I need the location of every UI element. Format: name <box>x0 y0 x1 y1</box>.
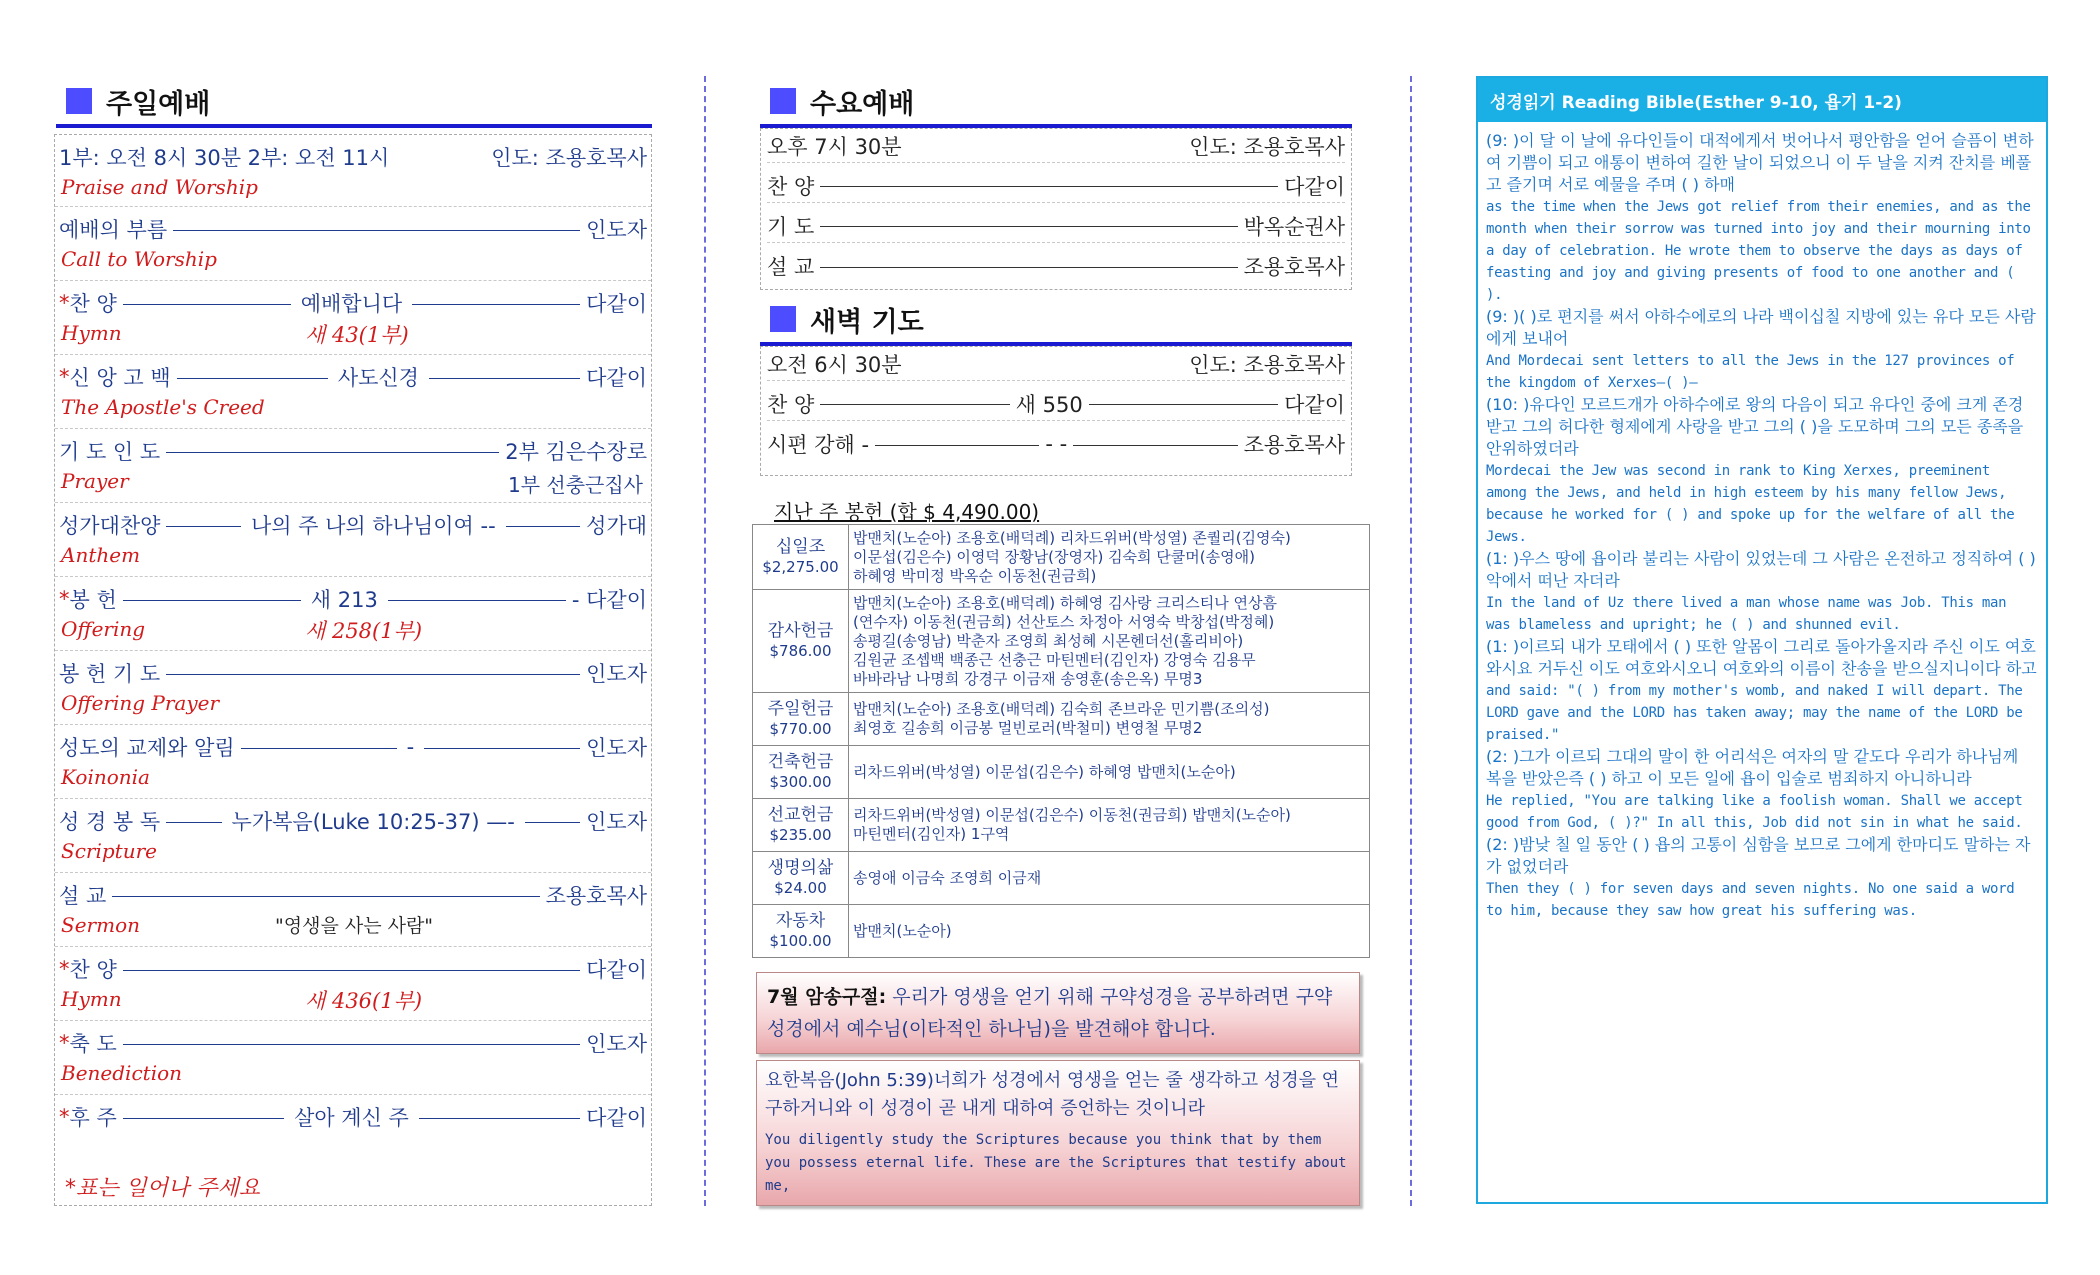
leader-line <box>820 267 1237 268</box>
program-label: 축 도 <box>69 1032 117 1056</box>
leader-line <box>166 674 580 675</box>
program-right: 다같이 <box>586 366 647 390</box>
offering-amount: $786.00 <box>769 642 832 660</box>
program-right: 성가대 <box>586 514 648 538</box>
program-english: Hymn <box>61 321 122 345</box>
leader-line <box>241 748 397 749</box>
program-right: - 다같이 <box>571 588 648 612</box>
section-square-icon <box>770 88 796 114</box>
program-label: 설 교 <box>59 884 107 908</box>
leader-line <box>424 748 580 749</box>
donor-line: 김원균 조셉백 백종근 선충근 마틴멘터(김인자) 강영숙 김용무 <box>853 650 1256 669</box>
wednesday-time-row <box>767 129 1345 163</box>
memory-text: 우리가 영생을 얻기 위해 구약성경을 공부하려면 구약성경에서 예수님(이타적인 하나님)을 발견해야 합니다. <box>767 986 1333 1040</box>
offering-names <box>849 852 1370 905</box>
offering-names <box>849 693 1370 746</box>
sunday-time: 1부: 오전 8시 30분 2부: 오전 11시 <box>59 146 390 170</box>
program-label: 성 경 봉 독 <box>59 810 161 834</box>
program-label: 봉 헌 <box>69 588 117 612</box>
program-english: Koinonia <box>61 765 150 789</box>
leader-line <box>123 1118 284 1119</box>
program-label: 찬 양 <box>69 958 117 982</box>
donor-line: 이문섭(김은수) 이영덕 장황남(장영자) 김숙희 단쿨머(송영애) <box>853 547 1255 566</box>
leader-line <box>123 970 580 971</box>
stand-star: * <box>59 291 70 315</box>
offering-category-name: 선교헌금 <box>767 805 834 825</box>
verse-english: He replied, "You are talking like a foolish woman. Shall we accept good from God, ( )?" In all this, Job did not sin in what he said. <box>1486 793 2023 831</box>
program-line <box>59 361 647 393</box>
program-right: 조용호목사 <box>1243 255 1345 279</box>
dawn-time-row <box>767 347 1345 381</box>
wednesday-program <box>760 128 1352 290</box>
hymn-number: 새 258(1부) <box>305 619 423 643</box>
offering-row <box>753 852 1370 905</box>
program-right: 인도자 <box>586 810 647 834</box>
offering-amount: $100.00 <box>769 932 832 950</box>
offering-category <box>753 693 849 746</box>
leader-line <box>166 526 241 527</box>
program-line <box>59 879 647 911</box>
program-row <box>767 427 1345 461</box>
program-label: 설 교 <box>767 255 815 279</box>
program-line <box>59 287 647 319</box>
stand-note: *표는 일어나 주세요 <box>65 1176 261 1201</box>
donor-line: 리차드위버(박성열) 이문섭(김은수) 하혜영 밥맨치(노순아) <box>853 762 1236 781</box>
program-label: 예배의 부름 <box>59 218 168 242</box>
hymn-number: "영생을 사는 사람" <box>275 915 434 937</box>
program-line <box>59 805 647 837</box>
offering-category <box>753 852 849 905</box>
leader-line <box>177 378 328 379</box>
memory-verse-box <box>756 972 1360 1054</box>
program-english: Hymn <box>61 987 122 1011</box>
leader-line <box>419 1118 580 1119</box>
offering-category <box>753 746 849 799</box>
offering-names <box>849 525 1370 590</box>
bible-reading-body <box>1478 122 2046 922</box>
offering-category <box>753 905 849 958</box>
program-label: 신 앙 고 백 <box>69 366 171 390</box>
program-row <box>55 873 651 947</box>
leader-line <box>388 600 566 601</box>
offering-row <box>753 590 1370 693</box>
offering-category-name: 감사헌금 <box>767 621 834 641</box>
offering-names <box>849 905 1370 958</box>
program-middle: 살아 계신 주 <box>294 1106 409 1130</box>
wednesday-leader: 인도: 조용호목사 <box>1189 134 1345 159</box>
program-label: 찬 양 <box>767 392 815 417</box>
leader-line <box>166 822 221 823</box>
leader-line <box>875 445 1039 446</box>
program-row <box>767 209 1345 243</box>
program-row <box>55 355 651 429</box>
verse-korean: (1: )우스 땅에 욥이라 불리는 사람이 있었는데 그 사람은 온전하고 정직하여 ( ) 악에서 떠난 자더라 <box>1486 549 2036 590</box>
program-right: 조용호목사 <box>545 884 647 908</box>
program-middle: 새 550 <box>1015 392 1083 417</box>
donor-line: 밥맨치(노순아) 조용호(배덕례) 김숙희 존브라운 민기쁨(조의성) <box>853 700 1270 718</box>
program-english: Anthem <box>61 543 141 567</box>
program-row <box>767 169 1345 203</box>
offering-category <box>753 590 849 693</box>
program-row <box>55 429 651 503</box>
donor-line: 리차드위버(박성열) 이문섭(김은수) 이동천(권금희) 밥맨치(노순아) <box>853 806 1291 824</box>
leader-line <box>166 452 499 453</box>
dawn-time: 오전 6시 30분 <box>767 352 902 377</box>
leader-line <box>820 186 1278 187</box>
program-line <box>59 509 647 541</box>
offering-names <box>849 799 1370 852</box>
prayer-part1: 1부 선충근집사 <box>507 473 643 497</box>
verse-korean: (2: )그가 이르되 그대의 말이 한 어리석은 여자의 말 같도다 우리가 하나님께 복을 받았은즉 ( ) 하고 이 모든 일에 욥이 입술로 범죄하지 아니하니라 <box>1486 747 2019 788</box>
program-english: Sermon <box>61 913 140 937</box>
donor-line: 바바라남 나명희 강경구 이금재 송영훈(송은옥) 무명3 <box>853 669 1203 688</box>
program-middle: - <box>406 735 415 759</box>
offering-row <box>753 905 1370 958</box>
program-english: Offering Prayer <box>61 691 220 715</box>
program-english: Prayer <box>61 469 129 493</box>
verse-english: and said: "( ) from my mother's womb, and naked I will depart. The LORD gave and the LORD has taken away; may the name of the LORD be praised." <box>1486 683 2023 743</box>
program-right: 다같이 <box>586 292 648 316</box>
offering-row <box>753 746 1370 799</box>
sunday-title: 주일예배 <box>106 88 211 120</box>
sunday-program <box>54 134 652 1206</box>
program-row <box>55 1095 651 1169</box>
wednesday-section-title <box>760 78 1352 128</box>
hymn-number: 새 436(1부) <box>305 989 423 1013</box>
program-right: 박옥순권사 <box>1243 214 1345 239</box>
program-row <box>55 503 651 577</box>
program-label: 기 도 인 도 <box>59 440 161 464</box>
dawn-title: 새벽 기도 <box>810 306 924 338</box>
leader-line <box>429 378 580 379</box>
program-row <box>55 577 651 651</box>
program-middle: 새 213 <box>310 588 378 612</box>
leader-line <box>123 600 301 601</box>
program-right: 인도자 <box>586 736 648 760</box>
offering-category <box>753 799 849 852</box>
program-middle: 나의 주 나의 하나님이여 -- <box>250 514 496 538</box>
hymn-number: 새 43(1부) <box>305 323 409 347</box>
sunday-section-title <box>56 78 652 128</box>
wednesday-time: 오후 7시 30분 <box>767 134 902 159</box>
column-divider <box>1410 76 1412 1206</box>
memory-label: 7월 암송구절: <box>767 986 887 1008</box>
wednesday-title: 수요예배 <box>810 88 915 120</box>
program-label: 후 주 <box>69 1106 117 1130</box>
program-row <box>55 1021 651 1095</box>
stand-star: * <box>59 365 70 389</box>
donor-line: 마틴멘터(김인자) 1구역 <box>853 825 1010 843</box>
program-english: Offering <box>61 617 146 641</box>
program-right: 인도자 <box>586 1032 647 1056</box>
program-right: 다같이 <box>586 1106 648 1130</box>
verse-english: In the land of Uz there lived a man whose name was Job. This man was blameless and upright; he ( ) and shunned evil. <box>1486 595 2007 633</box>
verse-korean: 요한복음(John 5:39)너희가 성경에서 영생을 얻는 줄 생각하고 성경을 연구하거니와 이 성경이 곧 내게 대하여 증언하는 것이니라 <box>765 1070 1340 1119</box>
program-line <box>59 1027 647 1059</box>
leader-line <box>412 304 580 305</box>
bible-reading-panel <box>1476 76 2048 1204</box>
verse-english: And Mordecai sent letters to all the Jews in the 127 provinces of the kingdom of Xerxes—( )— <box>1486 353 2015 391</box>
column-divider <box>704 76 706 1206</box>
verse-english: Then they ( ) for seven days and seven nights. No one said a word to him, because they saw how great his suffering was. <box>1486 881 2015 919</box>
leader-line <box>1089 404 1278 405</box>
leader-line <box>123 1044 580 1045</box>
sunday-time-row <box>55 135 651 207</box>
section-square-icon <box>770 306 796 332</box>
program-label: 성가대찬양 <box>59 514 161 538</box>
leader-line <box>820 226 1237 227</box>
program-label: 찬 양 <box>69 292 117 316</box>
program-row <box>767 249 1345 283</box>
program-right: 인도자 <box>586 662 647 686</box>
program-label: 성도의 교제와 알림 <box>59 736 235 760</box>
program-row <box>55 651 651 725</box>
offering-title: 지난 주 봉헌 (합 $ 4,490.00) <box>774 500 1040 524</box>
sunday-leader: 인도: 조용호목사 <box>491 146 647 170</box>
leader-line <box>1073 445 1237 446</box>
program-line <box>59 213 647 245</box>
verse-korean: (9: )( )로 편지를 써서 아하수에로의 나라 백이십칠 지방에 있는 유다 모든 사람에게 보내어 <box>1486 307 2036 348</box>
offering-names <box>849 590 1370 693</box>
verse-korean: (10: )유다인 모르드개가 아하수에로 왕의 다음이 되고 유다인 중에 크게 존경받고 그의 허다한 형제에게 사랑을 받고 그의 ( )을 도모하며 그의 모든 종족을 안위하였더라 <box>1486 395 2024 458</box>
scripture-verse-box <box>756 1060 1360 1206</box>
donor-line: 밥맨치(노순아) 조용호(배덕례) 하혜영 김사랑 크리스티나 연상흠 <box>853 593 1277 612</box>
offering-category-name: 주일헌금 <box>767 699 834 719</box>
program-row <box>55 207 651 281</box>
program-middle: - - <box>1045 432 1068 456</box>
program-line <box>59 953 647 985</box>
stand-star: * <box>59 587 70 611</box>
program-line <box>59 435 647 467</box>
donor-line: 송영애 이금숙 조영희 이금재 <box>853 868 1042 887</box>
program-row <box>55 799 651 873</box>
offering-category-name: 건축헌금 <box>767 752 834 772</box>
offering-table <box>752 524 1370 958</box>
verse-korean: (2: )밤낮 칠 일 동안 ( ) 욥의 고통이 심함을 보므로 그에게 한마디도 말하는 자가 없었더라 <box>1486 835 2031 876</box>
program-english: Call to Worship <box>61 247 217 271</box>
program-right: 조용호목사 <box>1243 433 1346 457</box>
leader-line <box>820 404 1009 405</box>
offering-amount: $770.00 <box>769 720 832 738</box>
leader-line <box>525 822 580 823</box>
program-line <box>59 583 647 615</box>
program-row <box>55 281 651 355</box>
program-right: 다같이 <box>1284 174 1345 199</box>
offering-amount: $24.00 <box>774 879 827 897</box>
offering-amount: $235.00 <box>769 826 832 844</box>
program-right: 다같이 <box>586 958 647 982</box>
program-row <box>767 387 1345 421</box>
program-label: 기 도 <box>767 214 815 239</box>
donor-line: (연수자) 이동천(권금희) 선산토스 차정아 서영숙 박창섭(박정혜) <box>853 612 1275 631</box>
donor-line: 밥맨치(노순아) <box>853 921 952 940</box>
praise-worship-en: Praise and Worship <box>61 175 258 199</box>
dawn-leader: 인도: 조용호목사 <box>1189 352 1345 377</box>
offering-category-name: 생명의삶 <box>767 858 834 878</box>
leader-line <box>112 896 539 897</box>
program-line <box>59 1101 647 1133</box>
stand-star: * <box>59 1105 70 1129</box>
section-square-icon <box>66 88 92 114</box>
offering-category-name: 자동차 <box>775 911 826 931</box>
program-english: Scripture <box>61 839 157 863</box>
donor-line: 송평길(송영남) 박춘자 조영희 최성혜 시몬헨더선(홀리비아) <box>853 631 1244 650</box>
donor-line: 최영호 길송희 이금봉 멀빈로러(박철미) 변영철 무명2 <box>853 719 1203 737</box>
offering-row <box>753 525 1370 590</box>
dawn-section-title <box>760 296 1352 346</box>
program-row <box>55 947 651 1021</box>
offering-category-name: 십일조 <box>775 537 826 557</box>
program-row <box>55 725 651 799</box>
program-right: 다같이 <box>1284 392 1345 417</box>
stand-star: * <box>59 1031 70 1055</box>
program-label: 시편 강해 - <box>767 433 870 457</box>
program-middle: 누가복음(Luke 10:25-37) —- <box>231 810 515 834</box>
offering-row <box>753 799 1370 852</box>
stand-star: * <box>59 957 70 981</box>
donor-line: 밥맨치(노순아) 조용호(배덕례) 리차드위버(박성열) 존퀄리(김영숙) <box>853 528 1291 547</box>
program-right: 2부 김은수장로 <box>505 440 647 464</box>
program-line <box>59 731 647 763</box>
donor-line: 하혜영 박미정 박옥순 이동천(권금희) <box>853 566 1097 585</box>
offering-amount: $2,275.00 <box>762 558 839 576</box>
verse-korean: (1: )이르되 내가 모태에서 ( ) 또한 알몸이 그리로 돌아가올지라 주신 이도 여호와시요 거두신 이도 여호와시오니 여호와의 이름이 찬송을 받으실지니이다 하고 <box>1486 637 2037 678</box>
offering-amount: $300.00 <box>769 773 832 791</box>
program-english: Benediction <box>61 1061 183 1085</box>
leader-line <box>506 526 581 527</box>
offering-names <box>849 746 1370 799</box>
dawn-program <box>760 346 1352 476</box>
verse-english: as the time when the Jews got relief from their enemies, and as the month when their sorrow was turned into joy and their mourning into a day of celebration. He wrote them to observe the days as days of feasting and joy and giving presents of food to one another and ( ). <box>1486 199 2031 303</box>
verse-korean: (9: )이 달 이 날에 유다인들이 대적에게서 벗어나서 평안함을 얻어 슬픔이 변하여 기쁨이 되고 애통이 변하여 길한 날이 되었으니 이 두 날을 지켜 잔치를 베풀고 즐기며 서로 예물을 주며 ( ) 하매 <box>1486 131 2034 194</box>
verse-english: Mordecai the Jew was second in rank to King Xerxes, preeminent among the Jews, and held in high esteem by his many fellow Jews, because he worked for ( ) and spoke up for the welfare of all the Jews. <box>1486 463 2015 545</box>
program-english: The Apostle's Creed <box>61 395 265 419</box>
program-middle: 예배합니다 <box>300 292 403 316</box>
program-label: 찬 양 <box>767 174 815 199</box>
offering-category <box>753 525 849 590</box>
bible-reading-header: 성경읽기 Reading Bible(Esther 9-10, 욥기 1-2) <box>1478 78 2046 122</box>
leader-line <box>123 304 291 305</box>
offering-row <box>753 693 1370 746</box>
program-line <box>59 657 647 689</box>
verse-english: You diligently study the Scriptures because you think that by them you possess eternal life. These are the Scriptures that testify about me, <box>765 1132 1347 1194</box>
leader-line <box>173 230 580 231</box>
program-middle: 사도신경 <box>337 366 419 390</box>
program-label: 봉 헌 기 도 <box>59 662 161 686</box>
program-right: 인도자 <box>586 218 647 242</box>
